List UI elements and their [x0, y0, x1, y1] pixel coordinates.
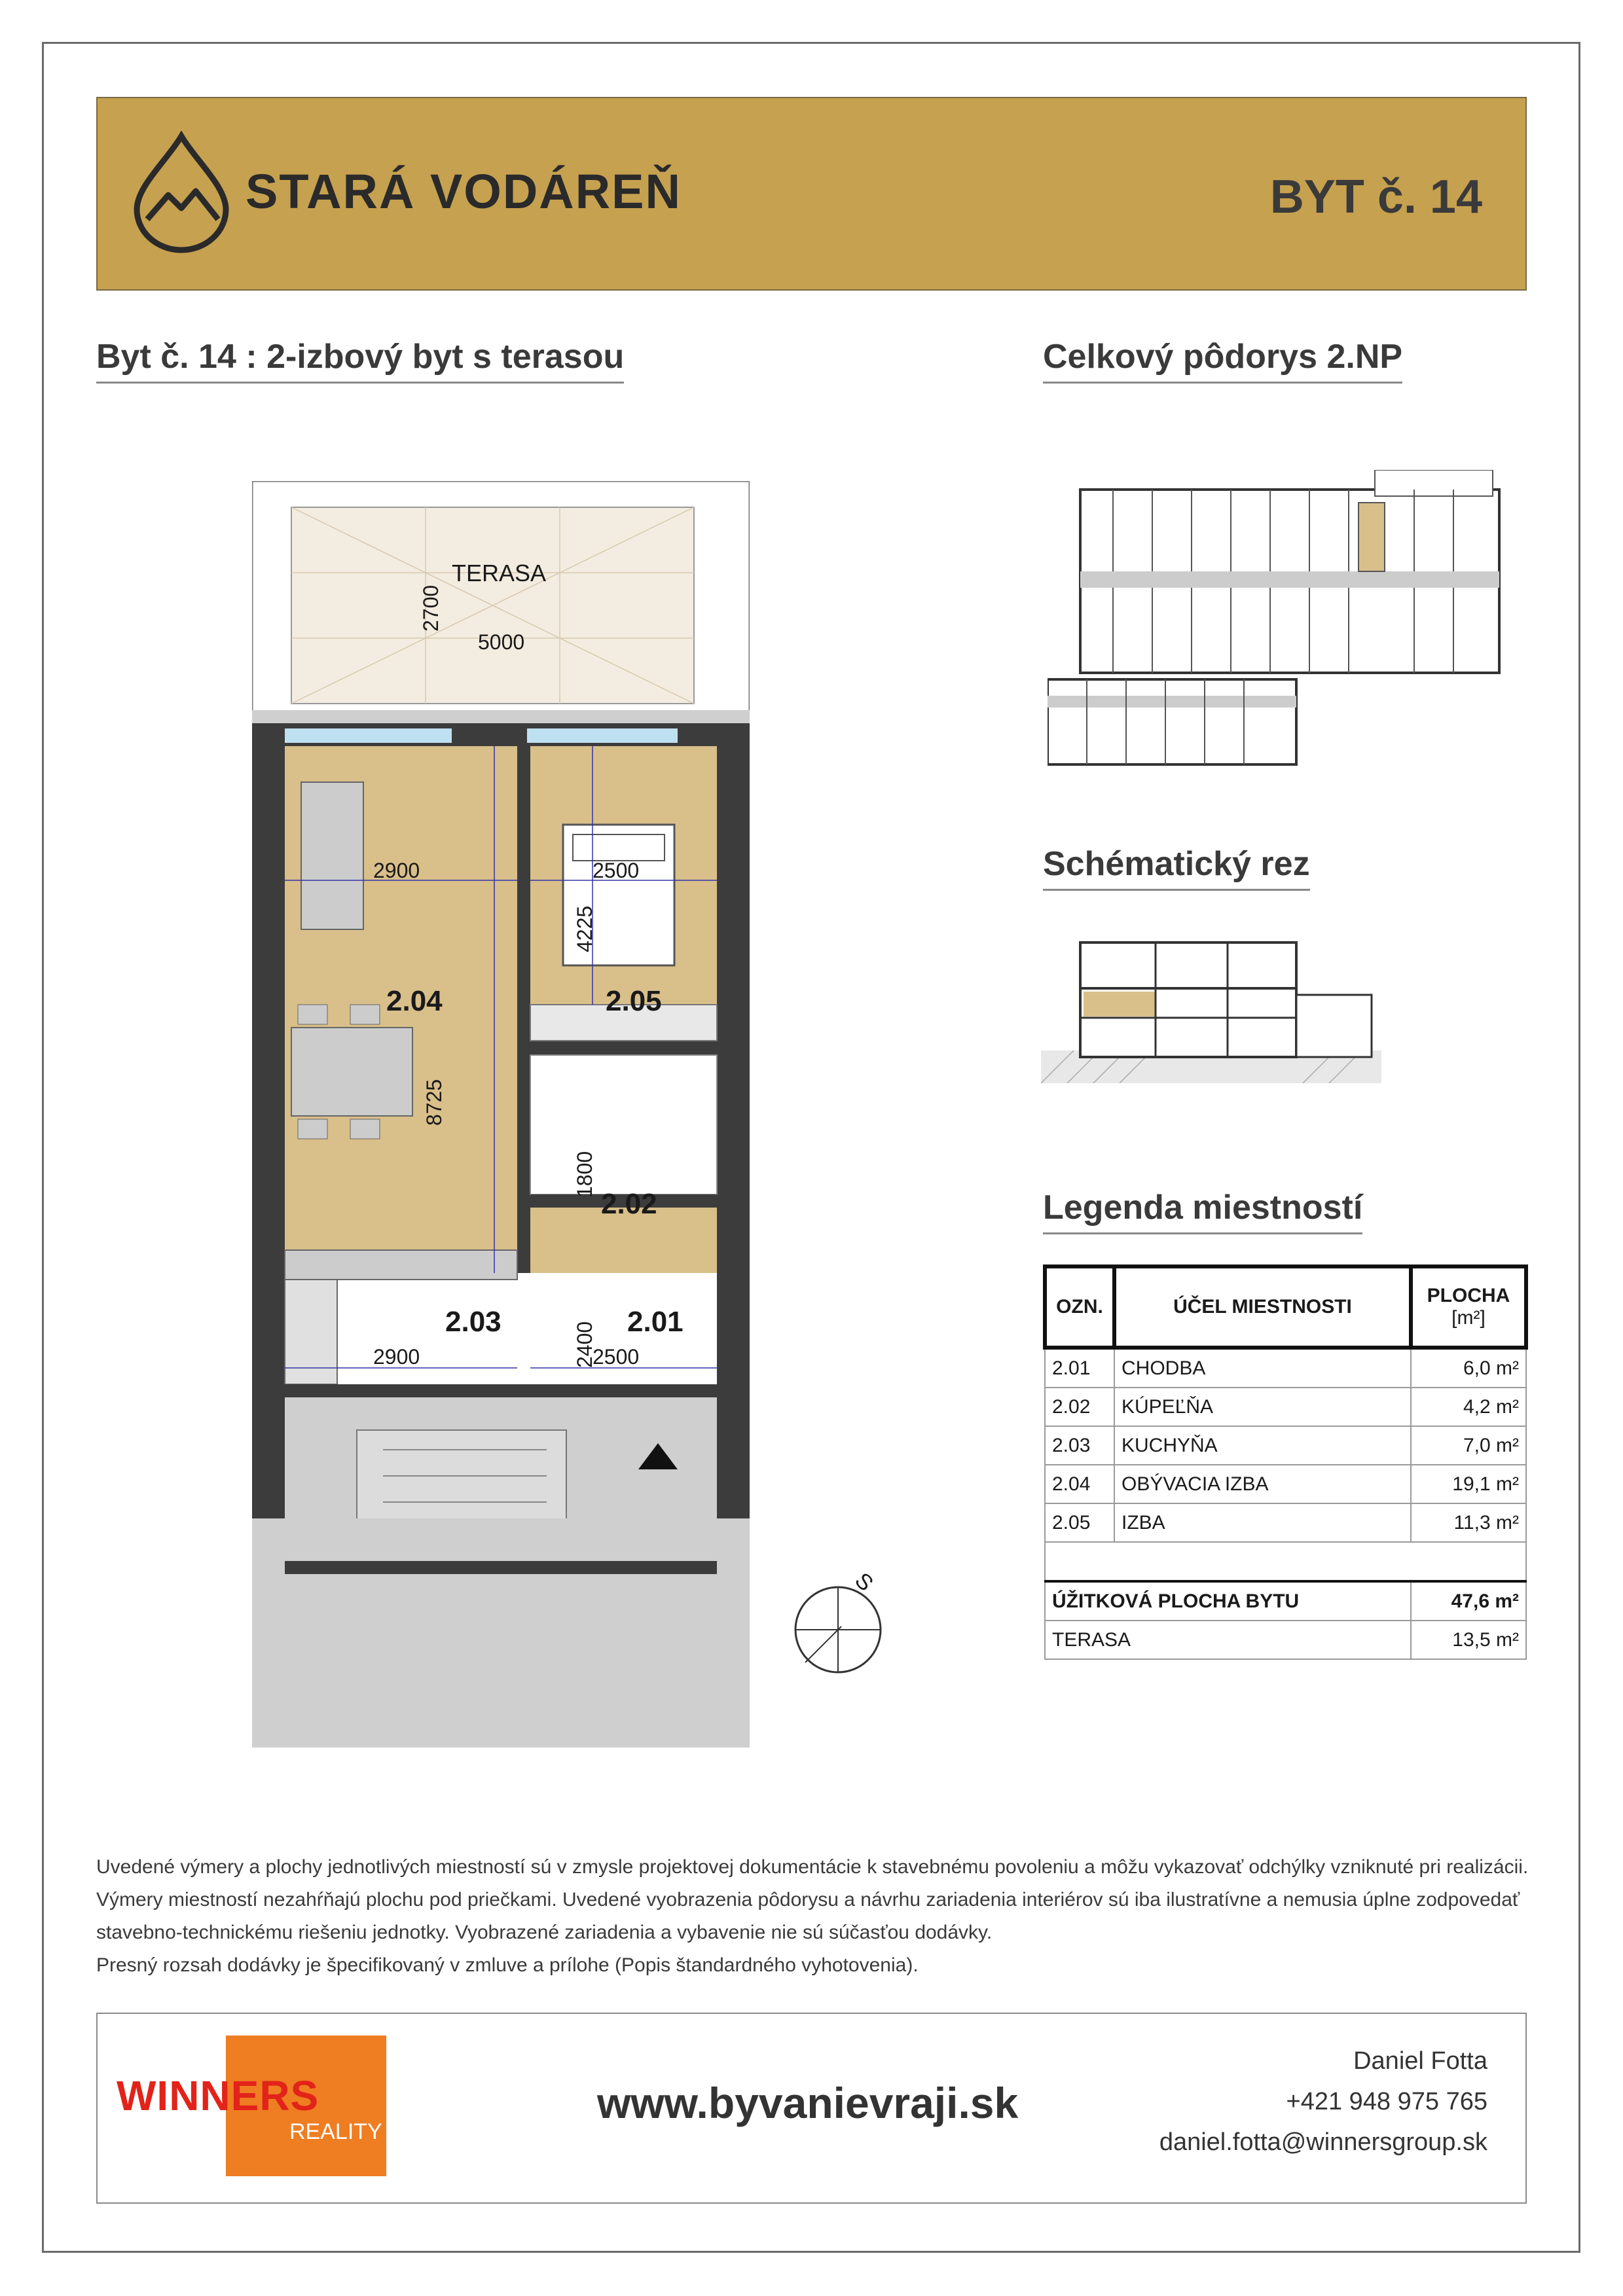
terrace-area-row: TERASA 13,5 m² — [1045, 1621, 1526, 1659]
unit-number: BYT č. 14 — [1269, 171, 1482, 223]
agent-phone[interactable]: +421 948 975 765 — [1286, 2088, 1487, 2115]
schematic-section-thumbnail — [1041, 929, 1381, 1083]
dimension-bedroom-depth: 4225 — [573, 905, 596, 952]
dimension-hall-width: 2500 — [593, 1345, 640, 1369]
agent-email[interactable]: daniel.fotta@winnersgroup.sk — [1159, 2128, 1487, 2156]
winners-logo-subtext: REALITY — [289, 2119, 382, 2144]
table-row: 2.03 KUCHYŇA 7,0 m² — [1045, 1426, 1526, 1465]
table-row: 2.04 OBÝVACIA IZBA 19,1 m² — [1045, 1465, 1526, 1503]
brand-name: STARÁ VODÁREŇ — [246, 164, 682, 219]
room-number: 2.01 — [627, 1306, 684, 1338]
dimension-terrace-width: 5000 — [478, 630, 525, 654]
dimension-hall-depth: 2400 — [573, 1321, 596, 1368]
disclaimer-text: Uvedené výmery a plochy jednotlivých miestností sú v zmysle projektovej dokumentácie k stavebnému povoleniu a môžu vykazovať odchýlky vzniknuté pri realizácii. Výmery miestností nezahŕňajú plochu pod priečkami. Uvedené vyobrazenia pôdorysu a návrhu zariadenia interiérov sú iba ilustratívne a nemusia úplne zodpovedať stavebno-technickému riešeniu jednotky. Vyobrazené zariadenia a vybavenie nie sú súčasťou dodávky. Presný rozsah dodávky je špecifikovaný v zmluve a prílohe (Popis štandardného vyhotovenia). — [96, 1856, 1529, 1976]
legend-header-area: PLOCHA [m²] — [1411, 1266, 1526, 1348]
dimension-terrace-depth: 2700 — [419, 584, 443, 632]
table-row: 2.02 KÚPEĽŇA 4,2 m² — [1045, 1388, 1526, 1426]
table-row: 2.01 CHODBA 6,0 m² — [1045, 1348, 1526, 1388]
legend-header-code: OZN. — [1045, 1266, 1114, 1348]
dimension-bathroom-depth: 1800 — [573, 1151, 596, 1198]
room-number: 2.05 — [606, 985, 662, 1017]
room-number: 2.04 — [386, 985, 443, 1017]
compass-icon — [779, 1571, 897, 1689]
website-link[interactable]: www.byvanievraji.sk — [597, 2079, 1019, 2127]
overall-plan-title: Celkový pôdorys 2.NP — [1043, 337, 1402, 384]
agent-name: Daniel Fotta — [1353, 2047, 1487, 2075]
winners-logo-text: WINNERS — [117, 2072, 319, 2119]
water-drop-logo-icon — [128, 131, 236, 255]
legend-title: Legenda miestností — [1043, 1188, 1362, 1234]
dimension-living-width: 2900 — [373, 859, 420, 882]
compass-north-label: S — [850, 1568, 879, 1596]
room-number: 2.03 — [445, 1306, 501, 1338]
overall-floor-plan-thumbnail — [1048, 470, 1525, 768]
dimension-total-depth: 8725 — [422, 1079, 446, 1126]
room-legend-table — [1043, 1265, 1528, 1660]
room-number: 2.02 — [601, 1188, 657, 1220]
dimension-kitchen-width: 2900 — [373, 1345, 420, 1369]
apartment-floor-plan — [252, 481, 750, 1748]
dimension-bedroom-width: 2500 — [593, 859, 640, 882]
total-area-row: ÚŽITKOVÁ PLOCHA BYTU 47,6 m² — [1045, 1581, 1526, 1621]
legend-header-purpose: ÚČEL MIESTNOSTI — [1114, 1266, 1411, 1348]
apartment-title: Byt č. 14 : 2-izbový byt s terasou — [96, 337, 624, 384]
table-spacer-row — [1045, 1542, 1526, 1581]
section-title: Schématický rez — [1043, 844, 1310, 891]
table-row: 2.05 IZBA 11,3 m² — [1045, 1503, 1526, 1542]
terrace-label: TERASA — [452, 560, 547, 586]
